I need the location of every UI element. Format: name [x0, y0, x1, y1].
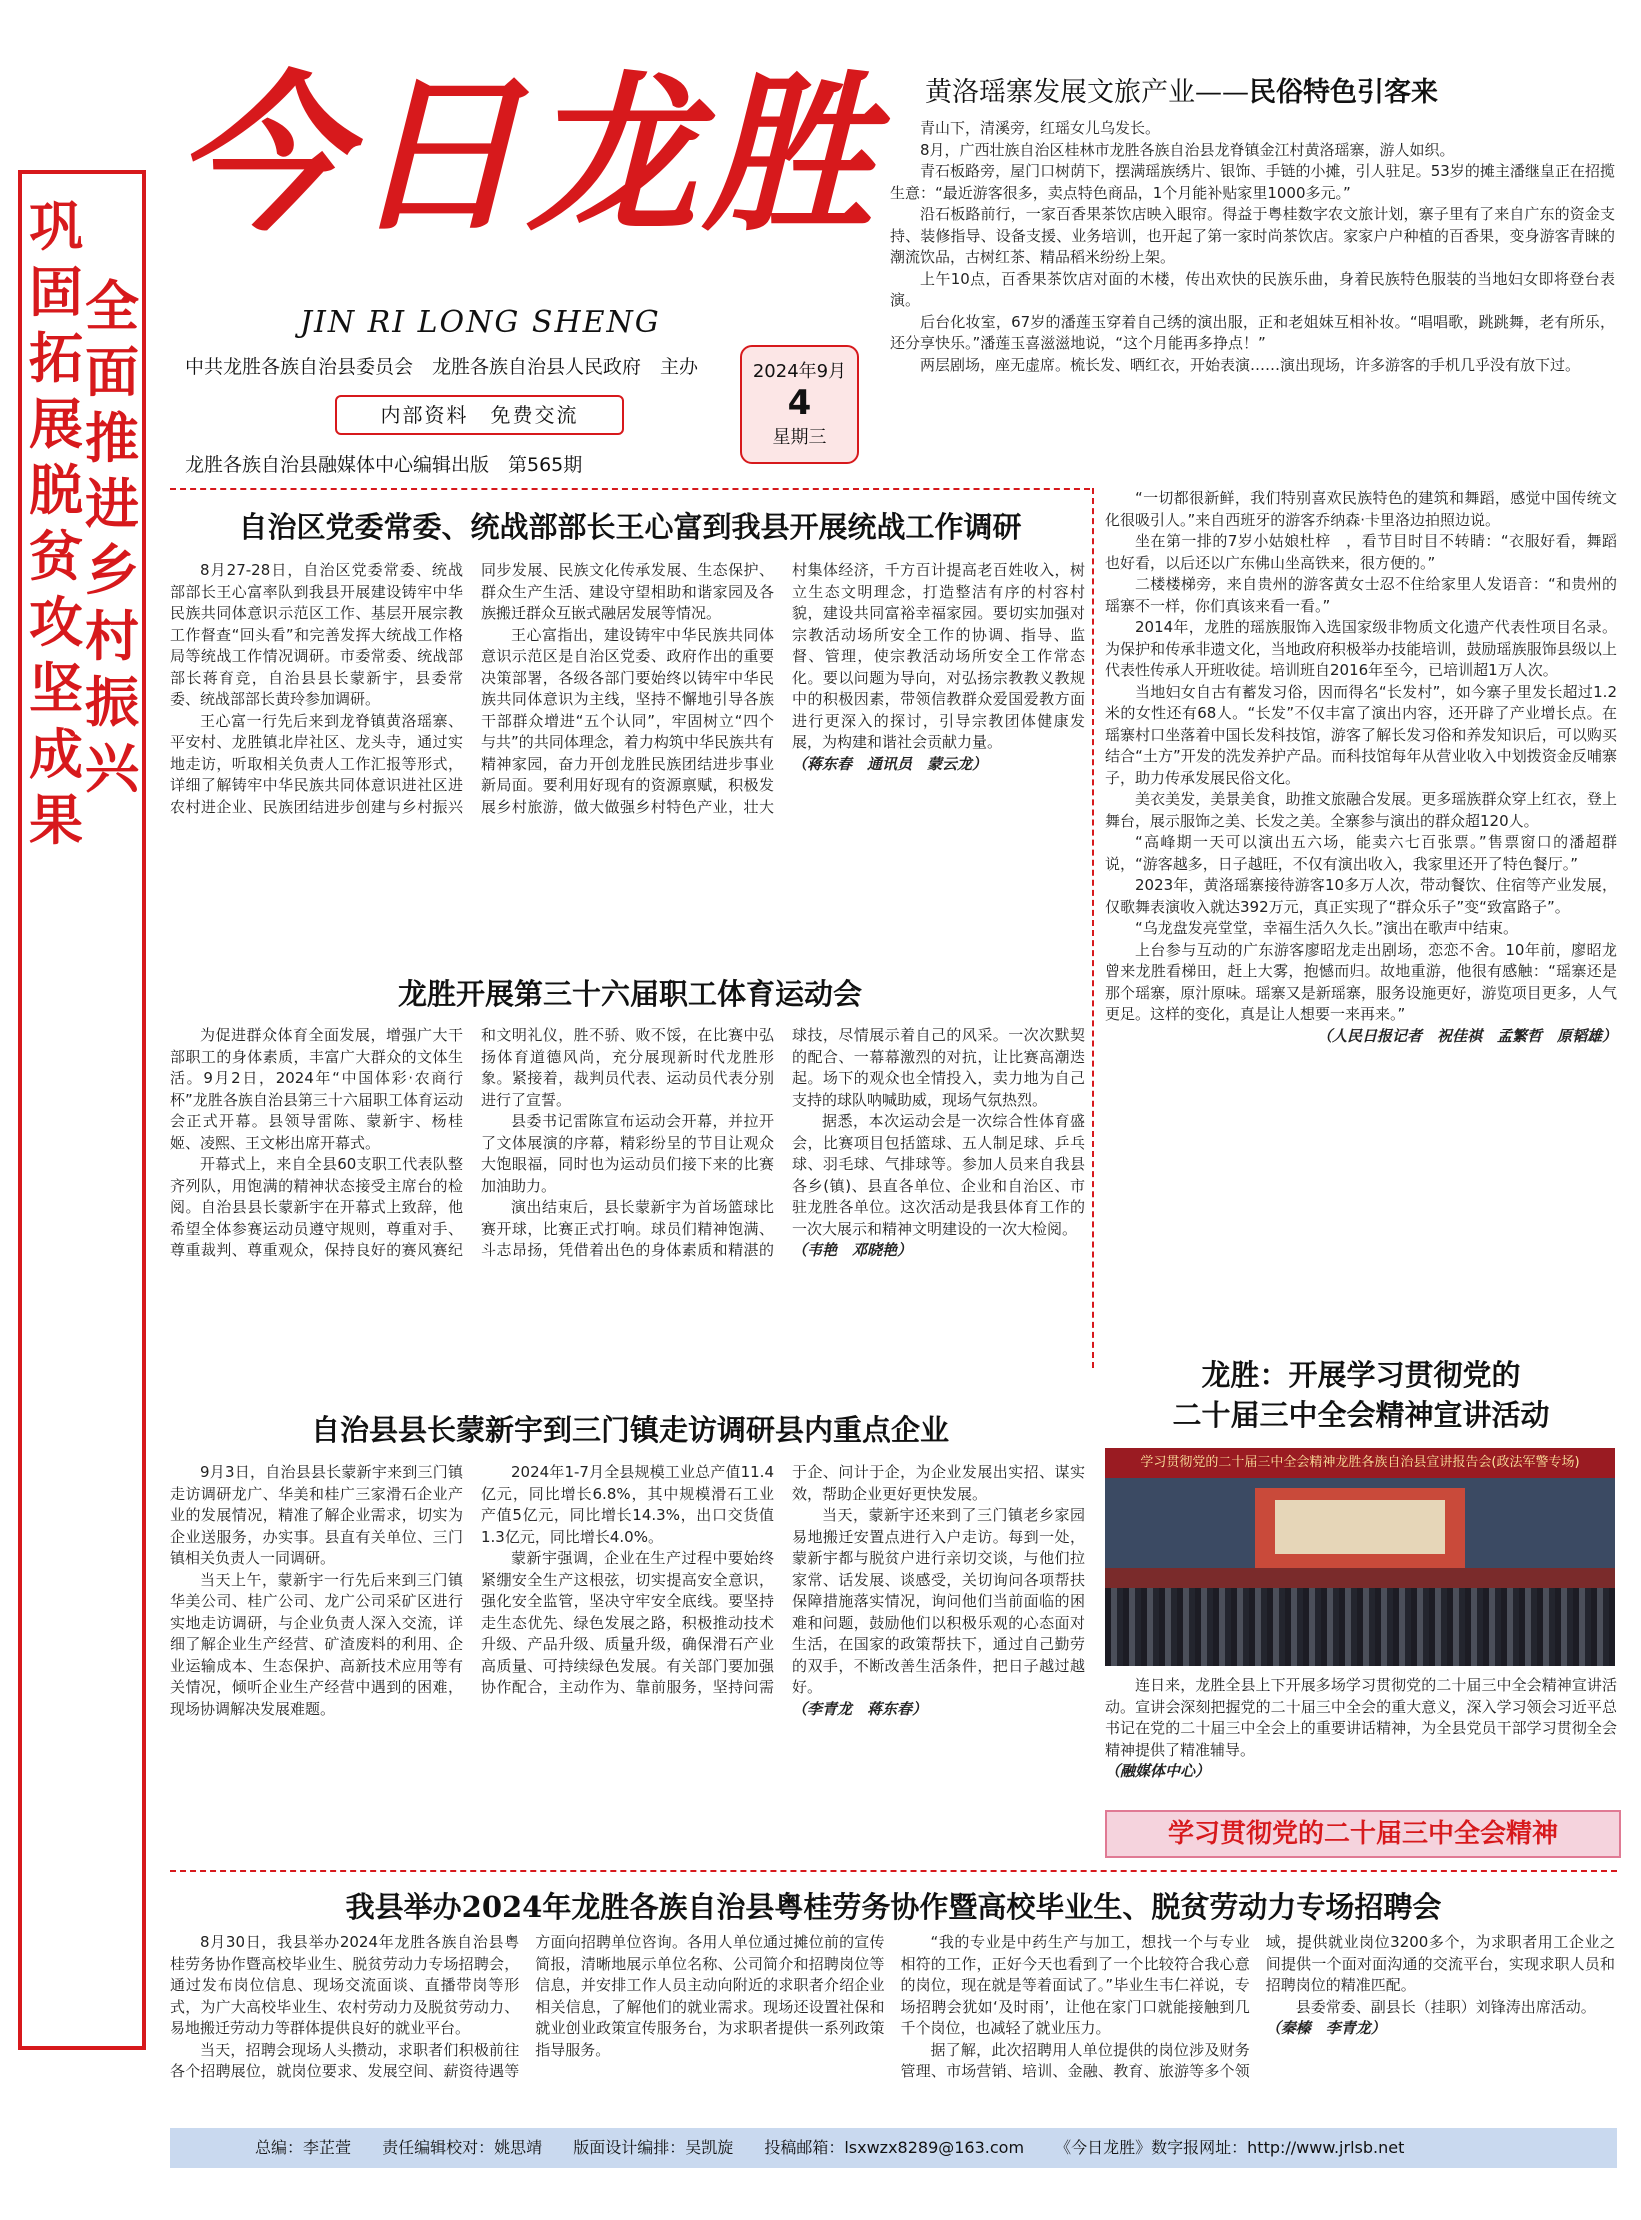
sports-p5: 据悉，本次运动会是一次综合性体育盛会，比赛项目包括篮球、五人制足球、乒乓球、羽毛球、气排球等。参加人员来自我县各乡(镇)、县直各单位、企业和自治区、市驻龙胜各单位。这次活动是我县体育工作的一次大展示和精神文明建设的一次大检阅。: [792, 1112, 1085, 1238]
jobs-p3: “我的专业是中药生产与加工，想找一个与专业相符的工作，正好今天也看到了一个比较符合我心意的岗位，现在就是等着面试了。”毕业生韦仁祥说，专场招聘会犹如‘及时雨’，让他在家门口就能接触到几千个岗位，也减轻了就业压力。: [900, 1933, 1250, 2037]
sports-body: [170, 1025, 1085, 1385]
photo-screen-inner: [1275, 1500, 1445, 1554]
footer-layout-designer: 版面设计编排：吴凯旋: [573, 2138, 734, 2157]
date-day: 4: [787, 383, 812, 423]
slogan-line-2: 全面推进乡村振兴: [85, 275, 139, 800]
date-weekday: 星期三: [772, 427, 827, 448]
tourism-body-top: [890, 118, 1615, 376]
united-front-byline: （蒋东春 通讯员 蒙云龙）: [792, 754, 988, 773]
jobs-byline: （秦榛 李青龙）: [1265, 2019, 1386, 2037]
tourism-p16: 上台参与互动的广东游客廖昭龙走出剧场，恋恋不舍。10年前，廖昭龙曾来龙胜看梯田，赶上大雾，抱憾而归。故地重游，他很有感触：“瑶寨还是那个瑶寨，原汁原味。瑶寨又是新瑶寨，服务设施更好，游览项目更多，人气更足。这样的变化，真是让人想要一来再来。”: [1105, 940, 1617, 1023]
tourism-p5: 后台化妆室，67岁的潘莲玉穿着自己绣的演出服，正和老姐妹互相补妆。“唱唱歌，跳跳舞，老有所乐，还分享快乐。”潘莲玉喜滋滋地说，“这个月能再多挣点！”: [890, 312, 1615, 352]
business-p2: 当天上午，蒙新宇一行先后来到三门镇华美公司、桂广公司、龙广公司采矿区进行实地走访调研，与企业负责人深入交流，详细了解企业生产经营、矿渣废料的利用、企业运输成本、生态保护、高新技术应用等有关情况，倾听企业生产经营中遇到的困难，现场协调解决发展难题。: [170, 1570, 463, 1718]
tourism-p3: 沿石板路前行，一家百香果茶饮店映入眼帘。得益于粤桂数字农文旅计划，寨子里有了来自广东的资金支持、装修指导、设备支援、业务培训，也开起了第一家时尚茶饮店。家家户户种植的百香果，变身游客青睐的潮流饮品，古树红茶、精品稻米纷纷上架。: [890, 205, 1615, 266]
study-headline-line2: 二十届三中全会精神宣讲活动: [1172, 1398, 1550, 1432]
tourism-p13: “高峰期一天可以演出五六场，能卖六七百张票。”售票窗口的潘超群说，“游客越多，日子越旺，不仅有演出收入，我家里还开了特色餐厅。”: [1105, 833, 1617, 873]
tourism-p9: 二楼楼梯旁，来自贵州的游客黄女士忍不住给家里人发语音：“和贵州的瑶寨不一样，你们真该来看一看。”: [1105, 575, 1617, 615]
internal-stamp: 内部资料 免费交流: [335, 395, 624, 435]
tourism-headline: [925, 70, 1615, 109]
jobs-p2: 当天，招聘会现场人头攒动，求职者们积极前往各个招聘展位，就岗位要求、发展空间、薪资待遇等方面向招聘单位咨询。各用人单位通过摊位前的宣传简报，清晰地展示单位名称、公司简介和招聘岗位等信息，并安排工作人员主动向附近的求职者介绍企业相关信息，了解他们的就业需求。现场还设置社保和就业创业政策宣传服务台，为求职者提供一系列政策指导服务。: [170, 1933, 885, 2080]
united-front-p3: 王心富指出，建设铸牢中华民族共同体意识示范区是自治区党委、政府作出的重要决策部署，各级各部门要始终以铸牢中华民族共同体意识为主线，坚持不懈地引导各族干部群众增进“五个认同”，牢固树立“四个与共”的共同体理念，着力构筑中华民族共有精神家园，奋力开创龙胜民族团结进步事业新局面。要利用好现有的资源禀赋，积极发展乡村旅游，做大做强乡村特色产业，壮大村集体经济，千方百计提高老百姓收入，树立生态文明理念，打造整洁有序的村容村貌，建设共同富裕幸福家园。要切实加强对宗教活动场所安全工作的协调、指导、监督、管理，使宗教活动场所安全工作常态化。要以问题为导向，对弘扬宗教教义教规中的积极因素，带领信教群众爱国爱教方面进行更深入的探讨，引导宗教团体健康发展，为构建和谐社会贡献力量。: [481, 561, 1085, 816]
divider-jobs: [170, 1870, 1617, 1872]
business-p4: 蒙新宇强调，企业在生产过程中要始终紧绷安全生产这根弦，切实提高安全意识，强化安全监管，坚决守牢安全底线。要坚持走生态优先、绿色发展之路，积极推动技术升级、产品升级、质量升级，确保滑石产业高质量、可持续绿色发展。有关部门要加强协作配合，主动作为、靠前服务，坚持问需于企、问计于企，为企业发展出实招、谋实效，帮助企业更好更快发展。: [481, 1463, 1085, 1696]
united-front-p1: 8月27-28日，自治区党委常委、统战部部长王心富率队到我县开展建设铸牢中华民族共同体意识示范区工作、基层开展宗教工作督查“回头看”和完善发挥大统战工作格局等统战工作情况调研。市委常委、统战部部长蒋育竞，自治县县长蒙新宇，县委常委、统战部部长黄玲参加调研。: [170, 561, 463, 708]
footer-bar: [170, 2128, 1617, 2168]
footer-email: 投稿邮箱：lsxwzx8289@163.com: [764, 2138, 1025, 2157]
tourism-p15: “乌龙盘发亮堂堂，幸福生活久久长。”演出在歌声中结束。: [1135, 919, 1519, 937]
masthead-sponsors: 中共龙胜各族自治县委员会 龙胜各族自治县人民政府 主办: [185, 356, 699, 378]
tourism-body-bottom: [1105, 488, 1617, 1047]
tourism-headline-part1: 黄洛瑶寨发展文旅产业——: [925, 77, 1249, 108]
tourism-p14: 2023年，黄洛瑶寨接待游客10多万人次，带动餐饮、住宿等产业发展，仅歌舞表演收入就达392万元，真正实现了“群众乐子”变“致富路子”。: [1105, 876, 1617, 916]
vertical-slogan: [18, 170, 146, 2050]
tourism-p12: 美衣美发，美景美食，助推文旅融合发展。更多瑶族群众穿上红衣，登上舞台，展示服饰之美、长发之美。全寨参与演出的群众超120人。: [1105, 790, 1617, 830]
lecture-hall-photo: [1105, 1448, 1615, 1666]
business-headline: 自治县县长蒙新宇到三门镇走访调研县内重点企业: [310, 1413, 949, 1447]
study-headline-line1: 龙胜：开展学习贯彻党的: [1201, 1358, 1521, 1392]
united-front-body: [170, 560, 1085, 935]
footer-chief-editor: 总编：李芷萱: [255, 2138, 352, 2157]
united-front-headline: 自治区党委常委、统战部部长王心富到我县开展统战工作调研: [238, 510, 1022, 544]
study-byline: （融媒体中心）: [1105, 1762, 1211, 1780]
sports-p3: 县委书记雷陈宣布运动会开幕，并拉开了文体展演的序幕，精彩纷呈的节目让观众大饱眼福，同时也为运动员们接下来的比赛加油助力。: [481, 1112, 774, 1195]
business-body: [170, 1462, 1085, 1874]
photo-banner-text: 学习贯彻党的二十届三中全会精神龙胜各族自治县宣讲报告会(政法军警专场): [1105, 1448, 1615, 1478]
sports-p1: 为促进群众体育全面发展，增强广大干部职工的身体素质，丰富广大群众的文体生活。9月2日，2024年“中国体彩·农商行杯”龙胜各族自治县第三十六届职工体育运动会正式开幕。县领导雷陈、蒙新宇、杨桂姬、凌熙、王文彬出席开幕式。: [170, 1026, 463, 1152]
sports-p4: 演出结束后，县长蒙新宇为首场篮球比赛开球，比赛正式打响。球员们精神饱满、斗志昂扬，凭借着出色的身体素质和精湛的球技，尽情展示着自己的风采。一次次默契的配合、一幕幕激烈的对抗，让比赛高潮迭起。场下的观众也全情投入，卖力地为自己支持的球队呐喊助威，现场气氛热烈。: [481, 1026, 1085, 1259]
tourism-p11: 当地妇女自古有蓄发习俗，因而得名“长发村”，如今寨子里发长超过1.2米的女性还有68人。“长发”不仅丰富了演出内容，还开辟了产业增长点。在瑶寨村口坐落着中国长发科技馆，游客了解长发习俗和养发知识后，可以购买结合“土方”开发的洗发养护产品。而科技馆每年从营业收入中划拨资金反哺寨子，助力传承发展民俗文化。: [1105, 682, 1617, 787]
sports-headline: 龙胜开展第三十六届职工体育运动会: [397, 977, 862, 1011]
masthead-pinyin: JIN RI LONG SHENG: [300, 305, 661, 340]
tourism-p1: 8月，广西壮族自治区桂林市龙胜各族自治县龙脊镇金江村黄洛瑶寨，游人如织。: [920, 140, 1455, 159]
jobs-p5: 县委常委、副县长（挂职）刘锋涛出席活动。: [1295, 1997, 1596, 2016]
tourism-p6: 两层剧场，座无虚席。梳长发、晒红衣，开始表演……演出现场，许多游客的手机几乎没有放下过。: [920, 355, 1581, 374]
jobs-p4: 据了解，此次招聘用人单位提供的岗位涉及财务管理、市场营销、培训、金融、教育、旅游等多个领域，提供就业岗位3200多个，为求职者用工企业之间提供一个面对面沟通的交流平台，实现求职人员和招聘岗位的精准匹配。: [900, 1933, 1615, 2080]
sports-byline: （韦艳 邓晓艳）: [792, 1241, 913, 1259]
masthead-publisher: 龙胜各族自治县融媒体中心编辑出版 第565期: [185, 454, 583, 476]
jobs-body: [170, 1932, 1615, 2120]
study-body: [1105, 1675, 1617, 1783]
study-headline: [1105, 1355, 1617, 1435]
slogan-line-1: 巩固拓展脱贫攻坚成果: [29, 195, 83, 852]
tourism-p7: “一切都很新鲜，我们特别喜欢民族特色的建筑和舞蹈，感觉中国传统文化很吸引人。”来自西班牙的游客乔纳森·卡里洛边拍照边说。: [1105, 489, 1617, 529]
jobs-p1: 8月30日，我县举办2024年龙胜各族自治县粤桂劳务协作暨高校毕业生、脱贫劳动力专场招聘会，通过发布岗位信息、现场交流面谈、直播带岗等形式，为广大高校毕业生、农村劳动力及脱贫劳动力、易地搬迁劳动力等群体提供良好的就业平台。: [170, 1933, 520, 2037]
masthead-title: 今日龙胜: [175, 55, 880, 255]
tourism-p4: 上午10点，百香果茶饮店对面的木楼，传出欢快的民族乐曲，身着民族特色服装的当地妇女即将登台表演。: [890, 269, 1615, 309]
tourism-p2: 青石板路旁，屋门口树荫下，摆满瑶族绣片、银饰、手链的小摊，引人驻足。53岁的摊主潘继皇正在招揽生意：“最近游客很多，卖点特色商品，1个月能补贴家里1000多元。”: [890, 162, 1615, 202]
tourism-lead: 青山下，清溪旁，红瑶女儿乌发长。: [920, 119, 1161, 137]
footer-responsible-editor: 责任编辑校对：姚思靖: [382, 2138, 543, 2157]
date-year-month: 2024年9月: [752, 361, 847, 382]
business-p1: 9月3日，自治县县长蒙新宇来到三门镇走访调研龙广、华美和桂广三家滑石企业产业的发展情况，精准了解企业需求，切实为企业送服务，办实事。县直有关单位、三门镇相关负责人一同调研。: [170, 1463, 463, 1567]
photo-stage: [1105, 1568, 1615, 1588]
footer-website: 《今日龙胜》数字报网址：http://www.jrlsb.net: [1055, 2138, 1405, 2157]
business-byline: （李青龙 蒋东春）: [792, 1699, 928, 1718]
date-box: [740, 345, 859, 464]
tourism-p8: 坐在第一排的7岁小姑娘杜梓 ，看节目时目不转睛：“衣服好看，舞蹈也好看，以后还以广东佛山坐高铁来，很方便的。”: [1105, 532, 1617, 572]
divider-vertical: [1092, 488, 1094, 1368]
sports-p2: 开幕式上，来自全县60支职工代表队整齐列队，用饱满的精神状态接受主席台的检阅。自治县县长蒙新宇在开幕式上致辞，他希望全体参赛运动员遵守规则，尊重对手、尊重裁判、尊重观众，保持良好的赛风赛纪和文明礼仪，胜不骄、败不馁，在比赛中弘扬体育道德风尚，充分展现新时代龙胜形象。紧接着，裁判员代表、运动员代表分别进行了宣誓。: [170, 1026, 774, 1259]
tourism-p10: 2014年，龙胜的瑶族服饰入选国家级非物质文化遗产代表性项目名录。为保护和传承非遗文化，当地政府积极举办技能培训，鼓励瑶族服饰县级以上代表性传承人开班收徒。培训班自2016年至今，已培训超1万人次。: [1105, 618, 1617, 679]
jobs-headline: 我县举办2024年龙胜各族自治县粤桂劳务协作暨高校毕业生、脱贫劳动力专场招聘会: [345, 1890, 1442, 1924]
tourism-byline: （人民日报记者 祝佳祺 孟繁哲 原韬雄）: [1316, 1026, 1617, 1045]
photo-audience: [1105, 1588, 1615, 1666]
business-p3: 2024年1-7月全县规模工业总产值11.4亿元，同比增长6.8%，其中规模滑石工业产值5亿元，同比增长14.3%，出口交货值1.3亿元，同比增长4.0%。: [481, 1463, 774, 1546]
divider-masthead: [170, 488, 1090, 490]
study-p1: 连日来，龙胜全县上下开展多场学习贯彻党的二十届三中全会精神宣讲活动。宣讲会深刻把握党的二十届三中全会的重大意义，深入学习领会习近平总书记在党的二十届三中全会上的重要讲话精神，为全县党员干部学习贯彻全会精神提供了精准辅导。: [1105, 1676, 1617, 1759]
study-banner: 学习贯彻党的二十届三中全会精神: [1105, 1810, 1621, 1858]
business-p5: 当天，蒙新宇还来到了三门镇老乡家园易地搬迁安置点进行入户走访。每到一处，蒙新宇都与脱贫户进行亲切交谈，与他们拉家常、话发展、谈感受，关切询问各项帮扶保障措施落实情况，询问他们当前面临的困难和问题，鼓励他们以积极乐观的心态面对生活，在国家的政策帮扶下，通过自己勤劳的双手，不断改善生活条件，把日子越过越好。: [792, 1506, 1085, 1696]
tourism-headline-part2: 民俗特色引客来: [1249, 77, 1438, 108]
united-front-p2: 王心富一行先后来到龙脊镇黄洛瑶寨、平安村、龙胜镇北岸社区、龙头寺，通过实地走访，听取相关负责人工作汇报等形式，详细了解铸牢中华民族共同体意识进社区进农村进企业、民族团结进步创建与乡村振兴同步发展、民族文化传承发展、生态保护、群众生产生活、建设守望相助和谐家园及各族搬迁群众互嵌式融居发展等情况。: [170, 561, 774, 816]
